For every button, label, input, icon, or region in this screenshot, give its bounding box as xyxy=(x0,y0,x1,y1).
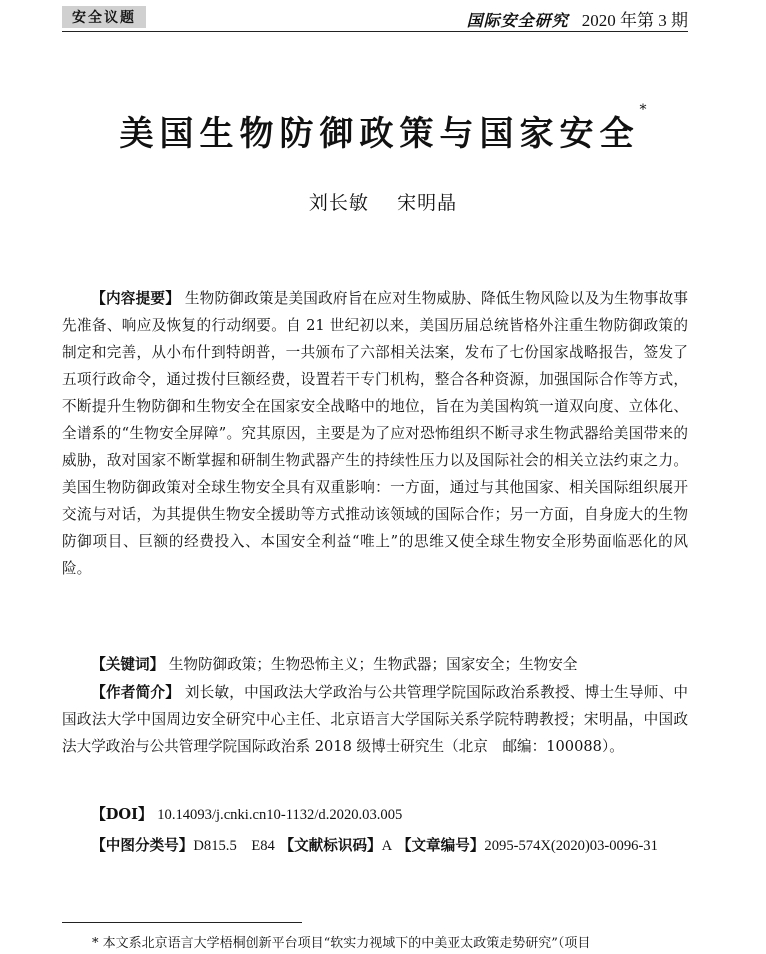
issue-info: 2020 年第 3 期 xyxy=(581,11,688,30)
article-title xyxy=(0,102,766,155)
header-rule xyxy=(62,31,688,32)
abstract xyxy=(62,285,688,582)
doc-code-value: A xyxy=(381,838,393,854)
author-bio xyxy=(62,679,688,760)
article-no-label: 【文章编号】 xyxy=(396,837,485,854)
classification-line xyxy=(62,832,688,860)
author-bio-label: 【作者简介】 xyxy=(91,684,181,701)
doi-label: 【DOI】 xyxy=(91,806,153,823)
clc-label: 【中图分类号】 xyxy=(91,837,194,854)
abstract-label: 【内容提要】 xyxy=(91,290,181,307)
article-no-value: 2095-574X(2020)03-0096-31 xyxy=(484,838,658,854)
section-tag: 安全议题 xyxy=(62,6,146,28)
keywords xyxy=(62,651,688,678)
running-header xyxy=(62,6,688,30)
article-title-text: 美国生物防御政策与国家安全 xyxy=(119,114,640,154)
doi-value: 10.14093/j.cnki.cn10-1132/d.2020.03.005 xyxy=(157,807,403,823)
doc-code-label: 【文献标识码】 xyxy=(279,837,382,854)
keywords-label: 【关键词】 xyxy=(91,656,165,673)
journal-name: 国际安全研究 xyxy=(466,11,569,30)
doi-line xyxy=(62,801,688,829)
footnote: * 本文系北京语言大学梧桐创新平台项目“软实力视域下的中美亚太政策走势研究”（项目 xyxy=(92,936,591,951)
article-authors: 刘长敏 宋明晶 xyxy=(308,192,458,214)
keywords-text: 生物防御政策；生物恐怖主义；生物武器；国家安全；生物安全 xyxy=(168,656,578,673)
clc-value: D815.5 E84 xyxy=(193,838,275,854)
journal-issue xyxy=(467,6,688,31)
footnote-rule xyxy=(62,922,302,923)
title-footnote-mark: * xyxy=(639,102,647,118)
abstract-text: 生物防御政策是美国政府旨在应对生物威胁、降低生物风险以及为生物事故事先准备、响应及恢复的行动纲要。自 21 世纪初以来，美国历届总统皆格外注重生物防御政策的制定和完善，从小布什到特朗普，一共颁布了六部相关法案，发布了七份国家战略报告，签发了五项行政命令，通过拨付巨额经费，设置若干专门机构，整合各种资源，加强国际合作等方式，不断提升生物防御和生物安全在国家安全战略中的地位，旨在为美国构筑一道双向度、立体化、全谱系的“生物安全屏障”。究其原因，主要是为了应对恐怖组织不断寻求生物武器给美国带来的威胁，敌对国家不断掌握和研制生物武器产生的持续性压力以及国际社会的相关立法约束之力。美国生物防御政策对全球生物安全具有双重影响：一方面，通过与其他国家、相关国际组织展开交流与对话，为其提供生物安全援助等方式推动该领域的国际合作；另一方面，自身庞大的生物防御项目、巨额的经费投入、本国安全利益“唯上”的思维又使全球生物安全形势面临恶化的风险。 xyxy=(62,290,688,577)
author-bio-text: 刘长敏，中国政法大学政治与公共管理学院国际政治系教授、博士生导师、中国政法大学中国周边安全研究中心主任、北京语言大学国际关系学院特聘教授；宋明晶，中国政法大学政治与公共管理学院国际政治系 2018 级博士研究生（北京 邮编：100088）。 xyxy=(62,684,688,755)
